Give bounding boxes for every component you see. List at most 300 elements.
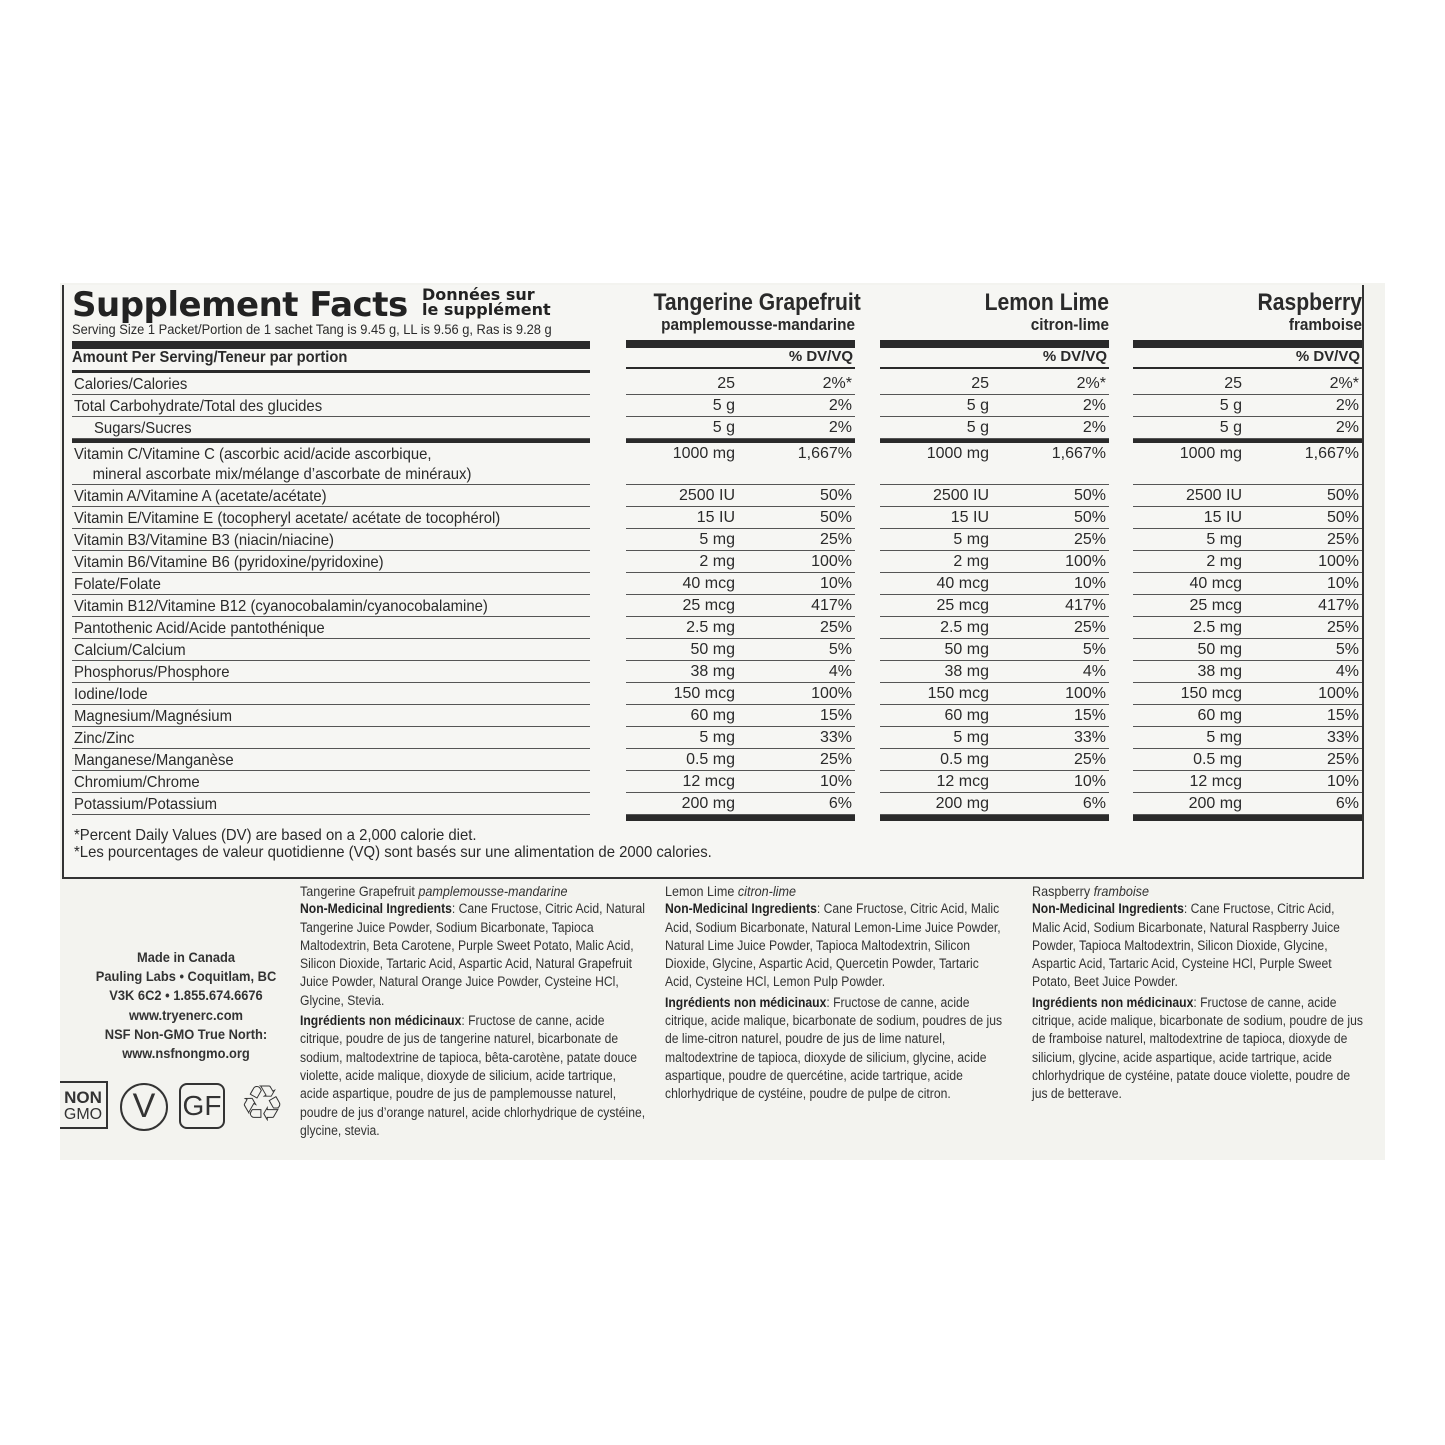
ingredients-block (665, 882, 1007, 1104)
flavor-name-fr: citron-lime (1030, 315, 1109, 334)
nutrient-value-row (626, 705, 855, 727)
nutrient-name-line1: Manganese/Manganèse (74, 752, 234, 769)
divider (626, 367, 855, 369)
ingredients-en-label: Non-Medicinal Ingredients (665, 901, 817, 917)
ingredients-en-text: : Cane Fructose, Citric Acid, Malic Acid, Sodium Bicarbonate, Natural Lemon-Lime Juice Powder, Natural Lime Juice Powder, Tapioca Maltodextrin, Silicon Dioxide, Glycine, Aspartic Acid, Quercetin Powder, Tartaric Acid, Cysteine HCl, Lemon Pulp Powder. (665, 901, 1001, 990)
nutrient-dv: 25% (1326, 619, 1359, 636)
ingredients-en (300, 900, 647, 1010)
nutrient-amount: 40 mcg (682, 575, 735, 592)
facts-title-fr-line2: le supplément (422, 300, 551, 319)
nutrient-value-row (880, 395, 1109, 417)
dv-header: % DV/VQ (1042, 348, 1107, 365)
divider-thick (880, 815, 1109, 821)
nutrient-dv: 25% (819, 531, 852, 548)
nutrient-value-row (880, 373, 1109, 395)
nutrient-amount: 38 mg (944, 663, 989, 680)
nutrient-amount: 2500 IU (1185, 487, 1242, 504)
nutrient-name-line1: Potassium/Potassium (74, 796, 218, 813)
ingredients-fr-text: : Fructose de canne, acide citrique, poudre de jus de tangerine naturel, bicarbonate de sodium, maltodextrine de tapioca, bêta-carotène, patate douce violette, acide malique, dioxyde de silicium, acide tartrique, acide aspartique, poudre de jus de pamplemousse naturel, poudre de jus d’orange naturel, acide chlorhydrique de cystéine, glycine, stevia. (300, 1013, 646, 1138)
nutrient-dv: 50% (1073, 509, 1106, 526)
nutrient-amount: 5 g (712, 397, 735, 414)
nutrient-dv: 33% (819, 729, 852, 746)
nutrient-amount: 200 mg (935, 795, 989, 812)
nutrient-amount: 2.5 mg (940, 619, 989, 636)
nutrient-dv: 6% (828, 795, 852, 812)
nutrient-value-row (880, 443, 1109, 485)
nutrient-amount: 38 mg (1197, 663, 1242, 680)
nutrient-name-line1: Folate/Folate (74, 576, 161, 593)
nutrient-value-row (1133, 529, 1362, 551)
nutrient-dv: 417% (811, 597, 852, 614)
nutrient-name (74, 509, 500, 529)
nutrient-dv: 4% (828, 663, 852, 680)
nutrient-amount: 1000 mg (1179, 445, 1242, 462)
ingredients-flavor (300, 882, 647, 900)
nutrient-amount: 2500 IU (678, 487, 735, 504)
ingredients-fr-label: Ingrédients non médicinaux (1032, 994, 1194, 1010)
nutrient-row (72, 573, 590, 595)
nutrient-row (72, 443, 590, 485)
divider (1133, 367, 1362, 369)
ingredients-fr-label: Ingrédients non médicinaux (665, 994, 827, 1010)
facts-title-fr-line1: Données sur (422, 285, 535, 304)
nutrient-amount: 1000 mg (672, 445, 735, 462)
nutrient-name-line1: Magnesium/Magnésium (74, 708, 232, 725)
nutrient-dv: 50% (1073, 487, 1106, 504)
nutrient-row (72, 727, 590, 749)
flavor-header (1133, 289, 1362, 332)
nutrient-dv: 417% (1065, 597, 1106, 614)
ingredients-block (300, 882, 647, 1140)
nutrient-value-row (1133, 661, 1362, 683)
ingredients-en (1032, 900, 1365, 991)
nutrient-row (72, 705, 590, 727)
nutrient-name (74, 531, 334, 551)
nutrient-dv: 4% (1335, 663, 1359, 680)
nutrient-dv: 417% (1318, 597, 1359, 614)
ingredients-en-label: Non-Medicinal Ingredients (1032, 901, 1184, 917)
nutrient-name-line1: Vitamin E/Vitamine E (tocopheryl acetate/ acétate de tocophérol) (74, 510, 501, 527)
nutrient-name (74, 487, 327, 507)
nutrient-row (72, 485, 590, 507)
nutrient-value-row (626, 395, 855, 417)
nutrient-value-row (1133, 573, 1362, 595)
nutrient-dv: 5% (828, 641, 852, 658)
nutrient-value-row (880, 705, 1109, 727)
nutrient-value-row (1133, 443, 1362, 485)
divider-thick (626, 815, 855, 821)
nutrient-dv: 100% (811, 685, 852, 702)
nutrient-name (74, 619, 325, 639)
company-line: Made in Canada (136, 949, 236, 965)
nutrient-value-row (1133, 595, 1362, 617)
nutrient-amount: 5 mg (1206, 531, 1242, 548)
nutrient-value-row (1133, 507, 1362, 529)
nutrient-value-row (626, 727, 855, 749)
nutrient-dv: 25% (1073, 619, 1106, 636)
nutrient-value-row (626, 771, 855, 793)
nutrient-name (74, 375, 187, 395)
nutrient-amount: 5 g (712, 419, 735, 436)
company-line: www.tryenerc.com (128, 1006, 244, 1023)
flavor-header (626, 289, 861, 334)
nutrient-name-line2: mineral ascorbate mix/mélange d’ascorbate de minéraux) (92, 466, 472, 483)
nutrient-value-row (880, 793, 1109, 815)
nutrient-amount: 50 mg (1197, 641, 1242, 658)
ingredients-fr (1032, 994, 1365, 1104)
nutrient-dv: 2% (1335, 419, 1359, 436)
nutrient-value-row (880, 573, 1109, 595)
nutrient-value-row (880, 529, 1109, 551)
flavor-name: Tangerine Grapefruit (653, 289, 861, 316)
nutrient-value-row (1133, 683, 1362, 705)
nutrient-name (74, 575, 161, 595)
nutrient-row (72, 507, 590, 529)
ingredients-fr-label: Ingrédients non médicinaux (300, 1013, 462, 1029)
nutrient-dv: 10% (1326, 575, 1359, 592)
nutrient-amount: 12 mcg (682, 773, 735, 790)
nutrient-dv: 25% (819, 751, 852, 768)
nutrient-name-line1: Sugars/Sucres (94, 420, 192, 437)
nutrient-amount: 25 (971, 375, 989, 392)
ingredients-fr-text: : Fructose de canne, acide citrique, acide malique, bicarbonate de sodium, poudres de jus de lime-citron naturel, poudre de jus de lime naturel, maltodextrine de tapioca, dioxyde de silicium, glycine, acide aspartique, poudre de quercétine, acide tartrique, acide chlorhydrique de cystéine, poudre de pulpe de citron. (665, 994, 1003, 1102)
nutrient-value-row (880, 507, 1109, 529)
nutrient-value-row (626, 749, 855, 771)
flavor-name-fr: pamplemousse-mandarine (661, 315, 855, 334)
flavor-name: Lemon Lime (984, 289, 1109, 316)
nutrient-amount: 2.5 mg (686, 619, 735, 636)
nutrient-amount: 25 mcg (682, 597, 735, 614)
nutrient-name-line1: Vitamin B3/Vitamine B3 (niacin/niacine) (74, 532, 334, 549)
nutrient-value-row (880, 771, 1109, 793)
nutrient-value-row (1133, 617, 1362, 639)
nutrient-value-row (1133, 639, 1362, 661)
nutrient-value-row (626, 529, 855, 551)
nutrient-value-row (1133, 727, 1362, 749)
nutrient-dv: 25% (1326, 531, 1359, 548)
nutrient-amount: 12 mcg (1189, 773, 1242, 790)
footnote-fr: *Les pourcentages de valeur quotidienne (VQ) sont basés sur une alimentation de 2000 calories. (74, 844, 712, 861)
nutrient-name (74, 729, 134, 749)
nutrient-row (72, 373, 590, 395)
nutrient-amount: 25 (1224, 375, 1242, 392)
ingredients-en-text: : Cane Fructose, Citric Acid, Natural Tangerine Juice Powder, Sodium Bicarbonate, Tapioca Maltodextrin, Beta Carotene, Purple Sweet Potato, Malic Acid, Silicon Dioxide, Tartaric Acid, Aspartic Acid, Natural Grapefruit Juice Powder, Natural Orange Juice Powder, Cysteine HCl, Glycine, Stevia. (300, 901, 646, 1008)
nutrient-row (72, 617, 590, 639)
nutrient-amount: 5 mg (953, 729, 989, 746)
nutrient-dv: 2%* (1329, 375, 1359, 392)
nutrient-name-line1: Pantothenic Acid/Acide pantothénique (74, 620, 325, 637)
nutrient-dv: 25% (1326, 751, 1359, 768)
nutrient-value-row (880, 551, 1109, 573)
nutrient-dv: 25% (819, 619, 852, 636)
nutrient-name (74, 445, 471, 485)
nutrient-amount: 5 mg (953, 531, 989, 548)
nutrient-amount: 150 mcg (1180, 685, 1242, 702)
nutrient-value-row (626, 373, 855, 395)
flavor-name-fr: framboise (1288, 315, 1362, 334)
dv-header: % DV/VQ (788, 348, 853, 365)
divider-thick (626, 340, 855, 348)
nutrient-value-row (626, 485, 855, 507)
nutrient-name-line1: Vitamin A/Vitamine A (acetate/acétate) (74, 488, 327, 505)
nutrient-value-row (1133, 771, 1362, 793)
nutrient-name (94, 419, 192, 439)
nutrient-dv: 100% (811, 553, 852, 570)
nutrient-dv: 50% (819, 487, 852, 504)
nutrient-dv: 5% (1335, 641, 1359, 658)
nutrient-value-row (1133, 417, 1362, 439)
nutrient-amount: 5 mg (1206, 729, 1242, 746)
nutrient-dv: 2%* (1076, 375, 1106, 392)
nutrient-amount: 5 g (1219, 419, 1242, 436)
nutrient-row (72, 683, 590, 705)
nutrient-name-line1: Iodine/Iode (74, 686, 148, 703)
nutrient-dv: 2% (1335, 397, 1359, 414)
flavor-en: Raspberry (1032, 883, 1091, 899)
ingredients-fr-text: : Fructose de canne, acide citrique, acide malique, bicarbonate de sodium, poudre de jus de framboise naturel, maltodextrine de tapioca, dioxyde de silicium, glycine, acide aspartique, acide tartrique, acide chlorhydrique de cystéine, patate douce violette, poudre de jus de betterave. (1032, 994, 1363, 1102)
nutrient-amount: 5 g (966, 397, 989, 414)
supplement-facts-panel (62, 285, 1364, 879)
nutrient-amount: 15 IU (1203, 509, 1242, 526)
vegan-icon: V (120, 1083, 168, 1131)
nutrient-dv: 100% (1318, 553, 1359, 570)
company-info (88, 948, 283, 1063)
footnote-en: *Percent Daily Values (DV) are based on a 2,000 calorie diet. (74, 827, 477, 844)
nutrient-value-row (626, 417, 855, 439)
nutrient-value-row (1133, 373, 1362, 395)
nutrient-dv: 10% (819, 575, 852, 592)
nutrient-amount: 60 mg (1197, 707, 1242, 724)
nutrient-amount: 150 mcg (673, 685, 735, 702)
nutrient-amount: 50 mg (690, 641, 735, 658)
nutrient-dv: 2% (828, 397, 852, 414)
nutrient-dv: 15% (1073, 707, 1106, 724)
nutrient-value-row (1133, 749, 1362, 771)
nutrient-dv: 10% (819, 773, 852, 790)
nutrient-name (74, 685, 148, 705)
ingredients-flavor (1032, 882, 1365, 900)
divider-thick (880, 340, 1109, 348)
nutrient-amount: 5 g (966, 419, 989, 436)
nutrient-amount: 40 mcg (1189, 575, 1242, 592)
nutrient-dv: 6% (1082, 795, 1106, 812)
nutrient-row (72, 551, 590, 573)
nutrient-amount: 2 mg (1206, 553, 1242, 570)
nutrient-dv: 10% (1073, 773, 1106, 790)
nutrient-row (72, 639, 590, 661)
nutrient-amount: 200 mg (1188, 795, 1242, 812)
nutrient-dv: 100% (1065, 553, 1106, 570)
divider-thick (72, 341, 590, 349)
dv-header: % DV/VQ (1295, 348, 1360, 365)
nutrient-row (72, 749, 590, 771)
nutrient-amount: 200 mg (681, 795, 735, 812)
nutrient-name (74, 707, 232, 727)
nutrient-name-line1: Zinc/Zinc (74, 730, 135, 747)
nutrient-amount: 2 mg (953, 553, 989, 570)
nutrient-value-row (880, 639, 1109, 661)
nutrient-dv: 1,667% (1304, 445, 1359, 462)
nutrient-amount: 5 mg (699, 729, 735, 746)
nutrient-dv: 2% (828, 419, 852, 436)
nutrient-value-row (626, 507, 855, 529)
flavor-header (880, 289, 1109, 332)
nutrient-dv: 100% (1065, 685, 1106, 702)
nutrient-dv: 50% (1326, 509, 1359, 526)
nutrient-name (74, 663, 230, 683)
flavor-fr: framboise (1093, 883, 1149, 899)
nutrient-dv: 2% (1082, 397, 1106, 414)
nutrient-dv: 50% (819, 509, 852, 526)
nutrient-amount: 0.5 mg (686, 751, 735, 768)
divider-thick (1133, 340, 1362, 348)
flavor-en: Lemon Lime (665, 883, 735, 899)
nutrient-row (72, 661, 590, 683)
ingredients-fr (665, 994, 1007, 1104)
nutrient-value-row (626, 595, 855, 617)
ingredients-block (1032, 882, 1365, 1104)
nutrient-dv: 33% (1326, 729, 1359, 746)
flavor-name: Raspberry (1257, 289, 1362, 316)
nutrient-dv: 10% (1073, 575, 1106, 592)
ingredients-en-label: Non-Medicinal Ingredients (300, 901, 452, 917)
nutrient-row (72, 529, 590, 551)
nutrient-value-row (1133, 705, 1362, 727)
nutrient-value-row (880, 417, 1109, 439)
ingredients-en (665, 900, 1007, 991)
serving-size: Serving Size 1 Packet/Portion de 1 sachet Tang is 9.45 g, LL is 9.56 g, Ras is 9.28 g (72, 321, 552, 337)
nutrient-name-line1: Calcium/Calcium (74, 642, 186, 659)
nutrient-dv: 50% (1326, 487, 1359, 504)
nutrient-name-line1: Calories/Calories (74, 376, 188, 393)
nutrient-amount: 60 mg (690, 707, 735, 724)
nutrient-dv: 25% (1073, 751, 1106, 768)
nutrient-value-row (626, 573, 855, 595)
non-gmo-gmo: GMO (63, 1106, 103, 1123)
nutrient-value-row (880, 661, 1109, 683)
nutrient-name (74, 553, 384, 573)
nutrient-name (74, 597, 488, 617)
nutrient-amount: 2.5 mg (1193, 619, 1242, 636)
nutrient-row (72, 395, 590, 417)
nutrient-row (72, 595, 590, 617)
nutrient-value-row (880, 683, 1109, 705)
nutrient-amount: 25 mcg (936, 597, 989, 614)
flavor-en: Tangerine Grapefruit (300, 883, 415, 899)
nutrient-amount: 38 mg (690, 663, 735, 680)
ingredients-fr (300, 1012, 647, 1140)
company-line: Pauling Labs • Coquitlam, BC (95, 968, 277, 985)
recycle-icon: ♲ (239, 1076, 285, 1132)
nutrient-value-row (1133, 793, 1362, 815)
nutrient-name (74, 641, 186, 661)
nutrient-amount: 25 mcg (1189, 597, 1242, 614)
nutrient-name-line1: Phosphorus/Phosphore (74, 664, 230, 681)
nutrient-amount: 1000 mg (926, 445, 989, 462)
nutrient-amount: 0.5 mg (1193, 751, 1242, 768)
nutrient-amount: 2500 IU (932, 487, 989, 504)
nutrient-amount: 12 mcg (936, 773, 989, 790)
nutrient-name (74, 397, 322, 417)
divider (880, 367, 1109, 369)
nutrient-dv: 33% (1073, 729, 1106, 746)
nutrient-dv: 15% (1326, 707, 1359, 724)
gluten-free-icon: GF (179, 1083, 225, 1129)
nutrient-dv: 1,667% (797, 445, 852, 462)
nutrient-dv: 2%* (822, 375, 852, 392)
nutrient-name-line1: Vitamin B12/Vitamine B12 (cyanocobalamin/cyanocobalamine) (74, 598, 488, 615)
nutrient-amount: 5 mg (699, 531, 735, 548)
non-gmo-icon (60, 1081, 108, 1129)
nutrient-name (74, 751, 234, 771)
nutrient-dv: 6% (1335, 795, 1359, 812)
nutrient-name-line1: Vitamin B6/Vitamine B6 (pyridoxine/pyridoxine) (74, 554, 384, 571)
nutrient-name (74, 795, 217, 815)
ingredients-en-text: : Cane Fructose, Citric Acid, Malic Acid, Sodium Bicarbonate, Natural Raspberry Juice Powder, Tapioca Maltodextrin, Silicon Dioxide, Glycine, Aspartic Acid, Tartaric Acid, Cysteine HCl, Purple Sweet Potato, Beet Juice Powder. (1032, 901, 1340, 990)
flavor-fr: citron-lime (737, 883, 796, 899)
nutrient-dv: 5% (1082, 641, 1106, 658)
nutrient-value-row (1133, 395, 1362, 417)
company-line: V3K 6C2 • 1.855.674.6676 (109, 987, 263, 1004)
nutrient-row (72, 771, 590, 793)
nutrient-amount: 60 mg (944, 707, 989, 724)
nutrient-name-line1: Chromium/Chrome (74, 774, 200, 791)
nutrient-value-row (880, 485, 1109, 507)
nutrient-value-row (1133, 551, 1362, 573)
nutrient-value-row (626, 683, 855, 705)
nutrient-amount: 150 mcg (927, 685, 989, 702)
nutrient-dv: 1,667% (1051, 445, 1106, 462)
nutrient-row (72, 793, 590, 815)
company-line: www.nsfnongmo.org (122, 1045, 250, 1062)
nutrient-value-row (626, 443, 855, 485)
ingredients-flavor (665, 882, 1007, 900)
nutrient-name (74, 773, 200, 793)
nutrient-dv: 4% (1082, 663, 1106, 680)
nutrient-name-line1: Vitamin C/Vitamine C (ascorbic acid/acide ascorbique, (74, 446, 432, 463)
nutrient-value-row (626, 617, 855, 639)
nutrient-value-row (1133, 485, 1362, 507)
amount-header: Amount Per Serving/Teneur par portion (72, 349, 348, 366)
nutrient-amount: 15 IU (696, 509, 735, 526)
nutrient-value-row (626, 793, 855, 815)
nutrient-value-row (626, 551, 855, 573)
nutrient-amount: 2 mg (699, 553, 735, 570)
nutrient-amount: 50 mg (944, 641, 989, 658)
divider-thick (1133, 815, 1362, 821)
nutrient-value-row (880, 617, 1109, 639)
facts-title: Supplement Facts (72, 285, 408, 325)
nutrient-amount: 5 g (1219, 397, 1242, 414)
facts-title-fr (422, 287, 551, 317)
nutrient-amount: 15 IU (950, 509, 989, 526)
nutrient-name-line1: Total Carbohydrate/Total des glucides (74, 398, 323, 415)
nutrient-row (72, 417, 590, 439)
nutrient-amount: 0.5 mg (940, 751, 989, 768)
nutrient-dv: 15% (819, 707, 852, 724)
nutrient-value-row (880, 749, 1109, 771)
nutrient-value-row (626, 639, 855, 661)
nutrient-amount: 40 mcg (936, 575, 989, 592)
nutrient-value-row (626, 661, 855, 683)
nutrient-dv: 2% (1082, 419, 1106, 436)
nutrient-dv: 25% (1073, 531, 1106, 548)
nutrient-value-row (880, 595, 1109, 617)
non-gmo-non: NON (64, 1088, 102, 1107)
nutrient-amount: 25 (717, 375, 735, 392)
nutrient-dv: 10% (1326, 773, 1359, 790)
company-line: NSF Non-GMO True North: (104, 1025, 268, 1042)
